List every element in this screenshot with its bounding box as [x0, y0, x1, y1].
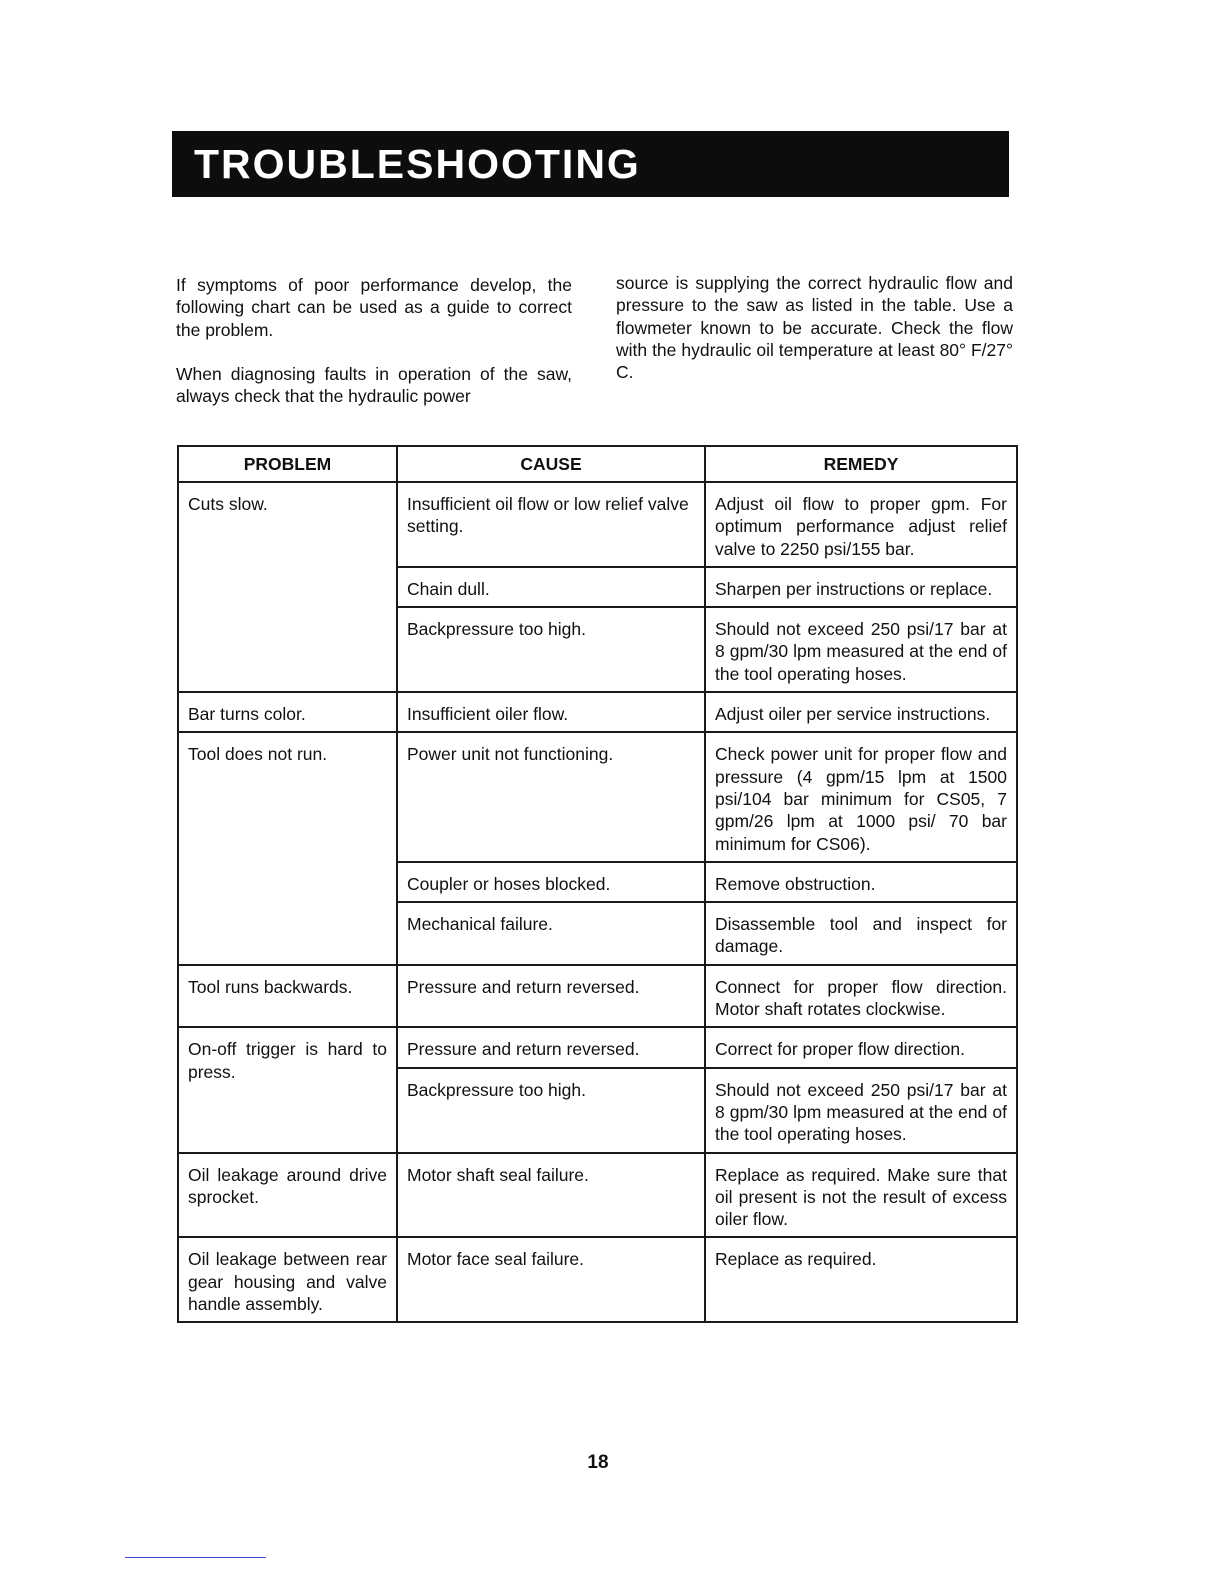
remedy-cell: Check power unit for proper flow and pressure (4 gpm/15 lpm at 1500 psi/104 bar minimum for CS05, 7 gpm/26 lpm at 1000 psi/ 70 bar minimum for CS06). — [705, 732, 1017, 861]
header-remedy: REMEDY — [705, 446, 1017, 482]
intro-paragraph: If symptoms of poor performance develop, the following chart can be used as a guide to correct the problem. — [176, 275, 572, 340]
problem-cell: Oil leakage between rear gear housing and valve handle assembly. — [178, 1237, 397, 1322]
cause-cell: Insufficient oiler flow. — [397, 692, 705, 732]
table-row — [178, 1027, 1017, 1067]
table-row — [178, 692, 1017, 732]
remedy-cell: Disassemble tool and inspect for damage. — [705, 902, 1017, 965]
intro-paragraph: source is supplying the correct hydraulic flow and pressure to the saw as listed in the table. Use a flowmeter known to be accurate. Check the flow with the hydraulic oil temperature at least 80° F/27° C. — [616, 273, 1013, 383]
problem-cell: Tool runs backwards. — [178, 965, 397, 1028]
table-row — [178, 1153, 1017, 1238]
table-row — [178, 732, 1017, 861]
remedy-cell: Adjust oiler per service instructions. — [705, 692, 1017, 732]
cause-cell: Pressure and return reversed. — [397, 1027, 705, 1067]
cause-cell: Backpressure too high. — [397, 607, 705, 692]
table-row — [178, 965, 1017, 1028]
page-title: TROUBLESHOOTING — [194, 141, 641, 187]
page-number: 18 — [587, 1452, 609, 1473]
cause-cell: Coupler or hoses blocked. — [397, 862, 705, 902]
cause-cell: Pressure and return reversed. — [397, 965, 705, 1028]
problem-cell: Tool does not run. — [178, 732, 397, 964]
intro-right-column — [616, 272, 1013, 383]
cause-cell: Motor shaft seal failure. — [397, 1153, 705, 1238]
remedy-cell: Replace as required. Make sure that oil present is not the result of excess oiler flow. — [705, 1153, 1017, 1238]
remedy-cell: Should not exceed 250 psi/17 bar at 8 gpm/30 lpm measured at the end of the tool operating hoses. — [705, 1068, 1017, 1153]
bottom-rule — [125, 1557, 266, 1558]
problem-cell: On-off trigger is hard to press. — [178, 1027, 397, 1152]
intro-paragraph: When diagnosing faults in operation of the saw, always check that the hydraulic power — [176, 363, 572, 407]
remedy-cell: Adjust oil flow to proper gpm. For optimum performance adjust relief valve to 2250 psi/155 bar. — [705, 482, 1017, 567]
remedy-cell: Replace as required. — [705, 1237, 1017, 1322]
table-row — [178, 482, 1017, 567]
header-problem: PROBLEM — [178, 446, 397, 482]
header-cause: CAUSE — [397, 446, 705, 482]
problem-cell: Cuts slow. — [178, 482, 397, 692]
cause-cell: Power unit not functioning. — [397, 732, 705, 861]
table-row — [178, 1237, 1017, 1322]
cause-cell: Motor face seal failure. — [397, 1237, 705, 1322]
troubleshooting-table — [177, 445, 1018, 1323]
cause-cell: Chain dull. — [397, 567, 705, 607]
cause-cell: Backpressure too high. — [397, 1068, 705, 1153]
problem-cell: Oil leakage around drive sprocket. — [178, 1153, 397, 1238]
remedy-cell: Remove obstruction. — [705, 862, 1017, 902]
remedy-cell: Connect for proper flow direction. Motor shaft rotates clockwise. — [705, 965, 1017, 1028]
table-body — [178, 482, 1017, 1322]
problem-cell: Bar turns color. — [178, 692, 397, 732]
cause-cell: Mechanical failure. — [397, 902, 705, 965]
remedy-cell: Correct for proper flow direction. — [705, 1027, 1017, 1067]
cause-cell: Insufficient oil flow or low relief valve setting. — [397, 482, 705, 567]
remedy-cell: Should not exceed 250 psi/17 bar at 8 gpm/30 lpm measured at the end of the tool operating hoses. — [705, 607, 1017, 692]
remedy-cell: Sharpen per instructions or replace. — [705, 567, 1017, 607]
intro-left-column — [176, 274, 572, 407]
table-header-row — [178, 446, 1017, 482]
title-banner — [172, 131, 1009, 197]
